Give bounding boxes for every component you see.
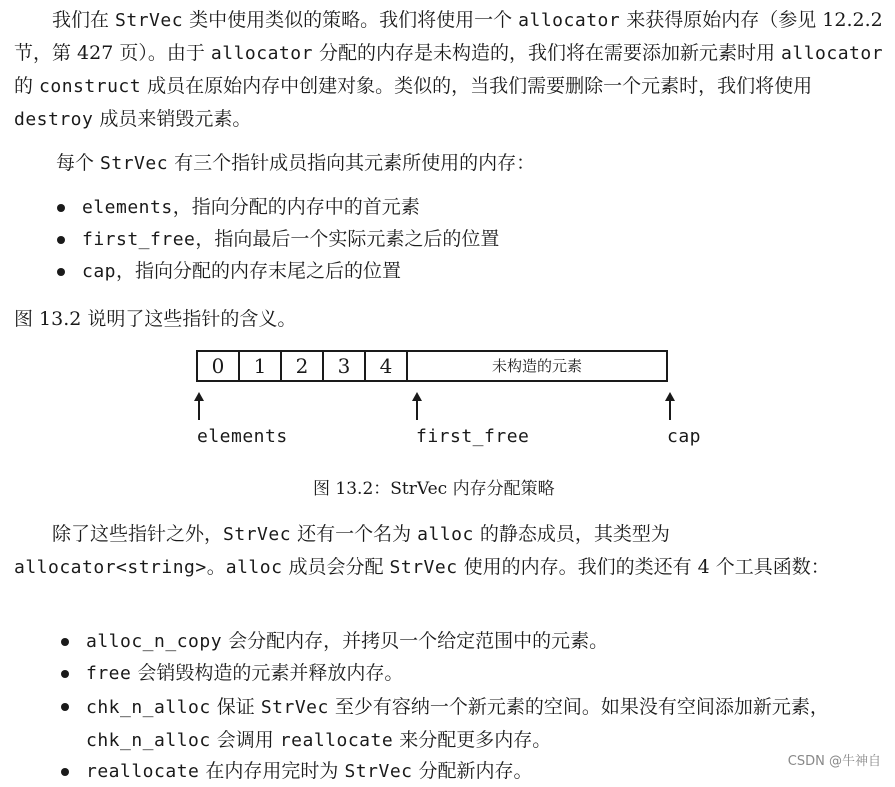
text-run: 的静态成员，其类型为 bbox=[473, 523, 670, 545]
code-identifier: cap bbox=[82, 261, 117, 282]
caption-suffix: 内存分配策略 bbox=[447, 479, 555, 499]
element-cell-4: 4 bbox=[364, 350, 408, 382]
code-identifier: chk_n_alloc bbox=[86, 697, 211, 718]
element-cell-3: 3 bbox=[322, 350, 366, 382]
bullet-dot-icon bbox=[61, 768, 69, 776]
text-run: 会调用 bbox=[210, 729, 280, 751]
code-identifier: allocator bbox=[210, 43, 313, 64]
caption-class-name: StrVec bbox=[390, 479, 448, 499]
code-identifier: alloc_n_copy bbox=[86, 631, 223, 652]
figure-reference: 图 13.2 说明了这些指针的含义。 bbox=[14, 308, 297, 330]
caption-prefix: 图 13.2： bbox=[313, 479, 391, 499]
code-identifier: StrVec bbox=[223, 524, 292, 545]
text-run: 每个 bbox=[56, 152, 101, 174]
element-cell-1: 1 bbox=[238, 350, 282, 382]
bullet-dot-icon bbox=[61, 670, 69, 678]
text-run: 使用的内存。我们的类还有 4 个工具函数： bbox=[457, 556, 830, 578]
code-identifier: allocator<string> bbox=[14, 557, 207, 578]
pointer-label-cap: cap bbox=[667, 426, 702, 447]
elements-arrow-icon bbox=[198, 394, 200, 420]
text-run: 的 bbox=[14, 75, 40, 97]
code-identifier: destroy bbox=[14, 109, 94, 130]
code-identifier: construct bbox=[39, 76, 142, 97]
figure-caption bbox=[313, 474, 555, 499]
text-run: ，指向分配的内存末尾之后的位置 bbox=[116, 260, 402, 282]
bullet-dot-icon bbox=[61, 703, 69, 711]
code-identifier: StrVec bbox=[115, 10, 184, 31]
code-identifier: StrVec bbox=[344, 761, 413, 782]
text-run: 除了这些指针之外， bbox=[52, 523, 224, 545]
bullet-first-free bbox=[82, 224, 499, 251]
text-run: 还有一个名为 bbox=[291, 523, 418, 545]
static-member-paragraph bbox=[14, 518, 884, 584]
code-identifier: elements bbox=[82, 197, 173, 218]
text-run: 保证 bbox=[210, 696, 261, 718]
text-run: 在内存用完时为 bbox=[199, 760, 345, 782]
code-identifier: alloc bbox=[417, 524, 474, 545]
code-identifier: free bbox=[86, 663, 132, 684]
element-cell-2: 2 bbox=[280, 350, 324, 382]
cap-arrow-icon bbox=[669, 394, 671, 420]
code-identifier: first_free bbox=[82, 229, 196, 250]
text-run: 类中使用类似的策略。我们将使用一个 bbox=[183, 9, 519, 31]
code-identifier: StrVec bbox=[260, 697, 329, 718]
code-identifier: StrVec bbox=[100, 153, 169, 174]
bullet-cap bbox=[82, 256, 401, 283]
code-identifier: reallocate bbox=[279, 730, 394, 751]
text-run: 分配新内存。 bbox=[412, 760, 533, 782]
pointer-label-elements: elements bbox=[197, 426, 288, 447]
intro-paragraph bbox=[14, 4, 884, 136]
code-identifier: alloc bbox=[225, 557, 283, 578]
text-run: 分配的内存是未构造的，我们将在需要添加新元素时用 bbox=[312, 42, 782, 64]
text-run: ，指向分配的内存中的首元素 bbox=[172, 196, 420, 218]
text-run: 来分配更多内存。 bbox=[393, 729, 552, 751]
code-identifier: allocator bbox=[781, 43, 884, 64]
watermark: CSDN @牛神自 bbox=[787, 754, 881, 769]
bullet-reallocate bbox=[86, 756, 533, 783]
text-run: 成员来销毁元素。 bbox=[93, 108, 252, 130]
text-run: 会销毁构造的元素并释放内存。 bbox=[131, 662, 404, 684]
text-run: 至少有容纳一个新元素的空间。如果没有空间添加新元素， bbox=[328, 696, 829, 718]
text-run: 我们在 bbox=[52, 9, 116, 31]
text-run: 有三个指针成员指向其元素所使用的内存： bbox=[168, 152, 536, 174]
bullet-alloc-n-copy bbox=[86, 626, 608, 653]
text-run: ，指向最后一个实际元素之后的位置 bbox=[195, 228, 500, 250]
first-free-arrow-icon bbox=[416, 394, 418, 420]
bullet-dot-icon bbox=[57, 268, 65, 276]
code-identifier: allocator bbox=[518, 10, 621, 31]
pointer-label-first-free: first_free bbox=[416, 426, 530, 447]
bullet-dot-icon bbox=[57, 204, 65, 212]
text-run: 成员在原始内存中创建对象。类似的，当我们需要删除一个元素时，我们将使用 bbox=[141, 75, 813, 97]
text-run: 。 bbox=[206, 556, 226, 578]
code-identifier: reallocate bbox=[86, 761, 200, 782]
element-cell-0: 0 bbox=[196, 350, 240, 382]
bullet-elements bbox=[82, 192, 420, 219]
unconstructed-region: 未构造的元素 bbox=[406, 350, 668, 382]
bullet-free bbox=[86, 658, 403, 685]
code-identifier: chk_n_alloc bbox=[86, 730, 211, 751]
code-identifier: StrVec bbox=[389, 557, 458, 578]
bullet-dot-icon bbox=[57, 236, 65, 244]
bullet-dot-icon bbox=[61, 638, 69, 646]
text-run: 成员会分配 bbox=[282, 556, 390, 578]
pointer-members-intro bbox=[56, 148, 535, 175]
text-run: 会分配内存，并拷贝一个给定范围中的元素。 bbox=[222, 630, 609, 652]
bullet-chk-n-alloc bbox=[86, 691, 886, 757]
text-run: 来获得原始内存（参见 12.2.2 节，第 427 页）。由于 bbox=[14, 9, 883, 64]
